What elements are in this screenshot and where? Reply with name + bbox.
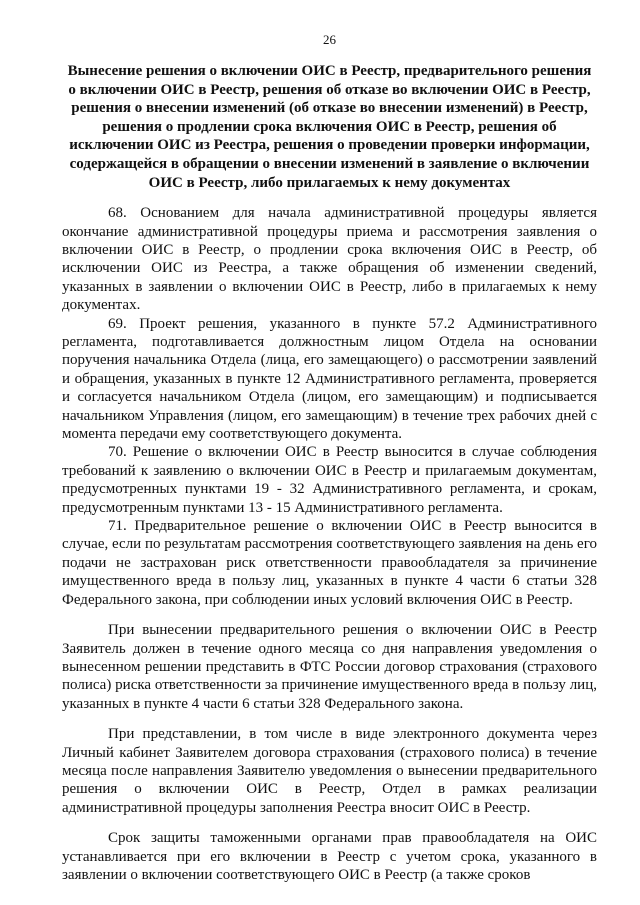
heading-line: Вынесение решения о включении ОИС в Реестр, предварительного решения [67,63,592,79]
heading-line: решения о продлении срока включения ОИС в Реестр, решения об [102,118,557,135]
heading-line: ОИС в Реестр, либо прилагаемых к нему документах [148,174,511,191]
paragraph-68: 68. Основанием для начала административной процедуры является окончание административной процедуры приема и рассмотрения заявления о включении ОИС в Реестр, о продлении срока включения ОИС в Реестр, об исключении ОИС из Реестра, а также обращения об изменении сведений, указанных в заявлении о включении ОИС в Реестр, либо в прилагаемых к нему документах. [62,205,597,314]
heading-line: о включении ОИС в Реестр, решения об отказе во включении ОИС в Реестр, [68,81,591,98]
page-number: 26 [323,32,336,47]
section-heading [62,62,597,192]
paragraph-preliminary-decision: При вынесении предварительного решения о включении ОИС в Реестр Заявитель должен в течение одного месяца со дня направления уведомления о вынесенном решении представить в ФТС России договор страхования (страхового полиса) риска ответственности за причинение имущественного вреда в пользу лиц, указанных в пункте 4 части 6 статьи 328 Федерального закона. [62,622,597,712]
paragraph-protection-term: Срок защиты таможенными органами прав правообладателя на ОИС устанавливается при его включении в Реестр с учетом срока, указанного в заявлении о включении соответствующего ОИС в Реестр (а также сроков [62,830,597,883]
document-page [62,32,597,884]
paragraph-insurance-submission: При представлении, в том числе в виде электронного документа через Личный кабинет Заявителем договора страхования (страхового полиса) в течение месяца после направления Заявителю уведомления о вынесении предварительного решения о включении ОИС в Реестр, Отдел в рамках реализации административной процедуры заполнения Реестра вносит ОИС в Реестр. [62,726,597,816]
paragraph-71: 71. Предварительное решение о включении ОИС в Реестр выносится в случае, если по результатам рассмотрения соответствующего заявления на день его подачи не застрахован риск ответственности правообладателя за причинение имущественного вреда в пользу лиц, указанных в пункте 4 части 6 статьи 328 Федерального закона, при соблюдении иных условий включения ОИС в Реестр. [62,518,597,608]
paragraph-69: 69. Проект решения, указанного в пункте 57.2 Административного регламента, подготавливается должностным лицом Отдела на основании поручения начальника Отдела (лица, его замещающего) о рассмотрении заявлений и обращения, указанных в пункте 12 Административного регламента, проверяется и согласуется начальником Отдела (лицом, его замещающим) и подписывается начальником Управления (лицом, его замещающим) в течение трех рабочих дней с момента передачи ему соответствующего документа. [62,315,597,443]
heading-line: исключении ОИС из Реестра, решения о проведении проверки информации, [69,137,590,154]
heading-line: содержащейся в обращении о внесении изменений в заявление о включении [69,155,590,172]
heading-line: решения о внесении изменений (об отказе во внесении изменений) в Реестр, [71,100,588,117]
paragraph-70: 70. Решение о включении ОИС в Реестр выносится в случае соблюдения требований к заявлению о включении ОИС в Реестр и прилагаемым документам, предусмотренных пунктами 19 - 32 Административного регламента, и срокам, предусмотренным пунктами 13 - 15 Административного регламента. [62,444,597,516]
